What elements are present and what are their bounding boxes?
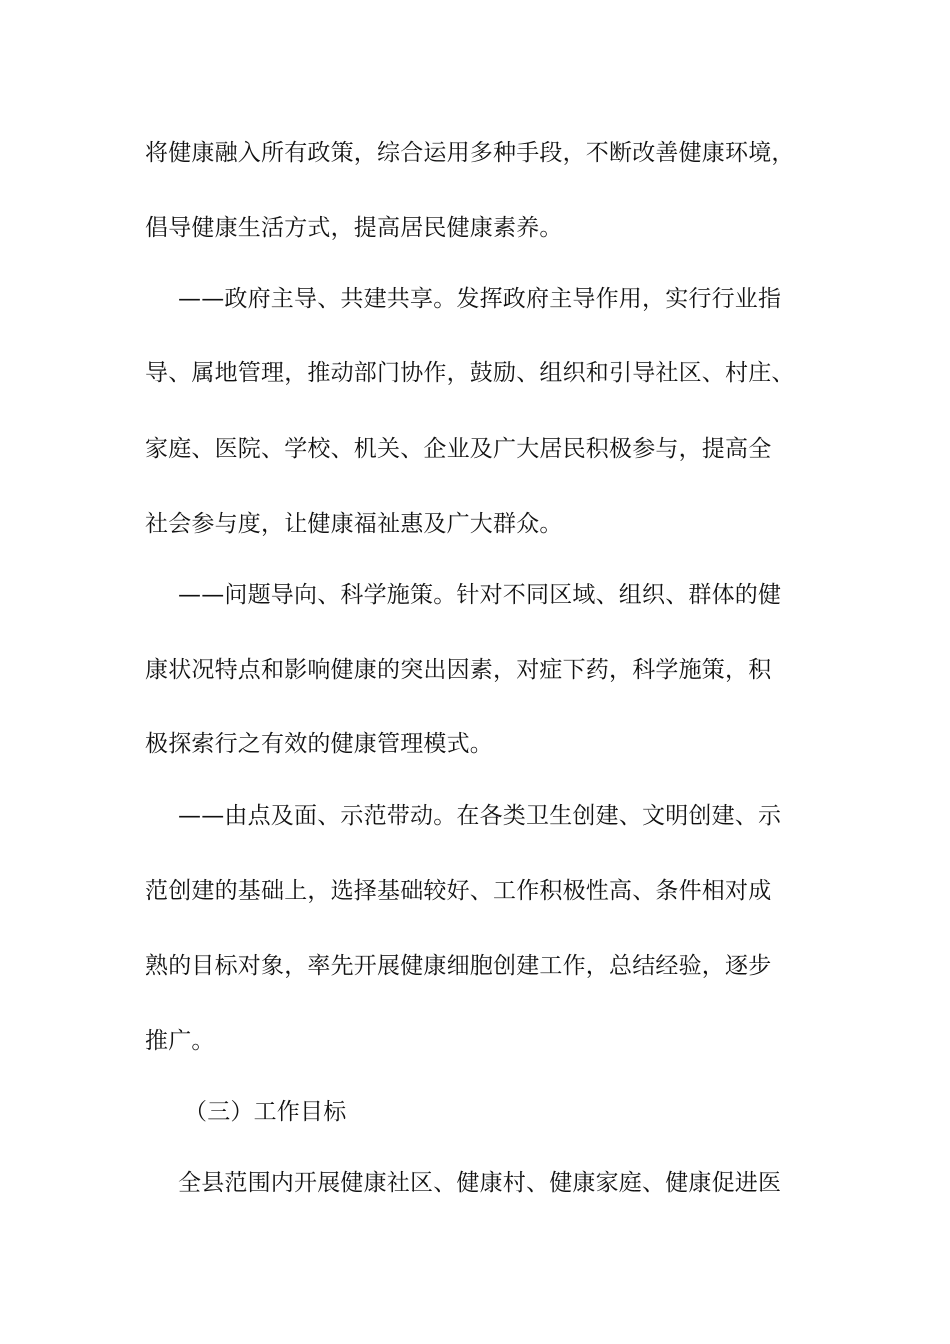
- text-line-13: 推广。: [145, 1028, 215, 1054]
- text-line-15: 全县范围内开展健康社区、健康村、健康家庭、健康促进医: [178, 1170, 782, 1196]
- text-line-2: 倡导健康生活方式，提高居民健康素养。: [145, 215, 563, 241]
- text-line-5: 家庭、医院、学校、机关、企业及广大居民积极参与，提高全: [145, 436, 772, 462]
- text-line-9: 极探索行之有效的健康管理模式。: [145, 731, 493, 757]
- text-line-3: ——政府主导、共建共享。发挥政府主导作用，实行行业指: [178, 286, 782, 312]
- text-line-1: 将健康融入所有政策，综合运用多种手段，不断改善健康环境，: [145, 140, 795, 166]
- text-line-7: ——问题导向、科学施策。针对不同区域、组织、群体的健: [178, 582, 782, 608]
- section-heading: （三）工作目标: [184, 1099, 347, 1125]
- text-line-4: 导、属地管理，推动部门协作，鼓励、组织和引导社区、村庄、: [145, 360, 795, 386]
- text-line-10: ——由点及面、示范带动。在各类卫生创建、文明创建、示: [178, 803, 782, 829]
- text-line-12: 熟的目标对象，率先开展健康细胞创建工作，总结经验，逐步: [145, 953, 772, 979]
- text-line-8: 康状况特点和影响健康的突出因素，对症下药，科学施策，积: [145, 657, 772, 683]
- text-line-11: 范创建的基础上，选择基础较好、工作积极性高、条件相对成: [145, 878, 772, 904]
- text-line-6: 社会参与度，让健康福祉惠及广大群众。: [145, 511, 563, 537]
